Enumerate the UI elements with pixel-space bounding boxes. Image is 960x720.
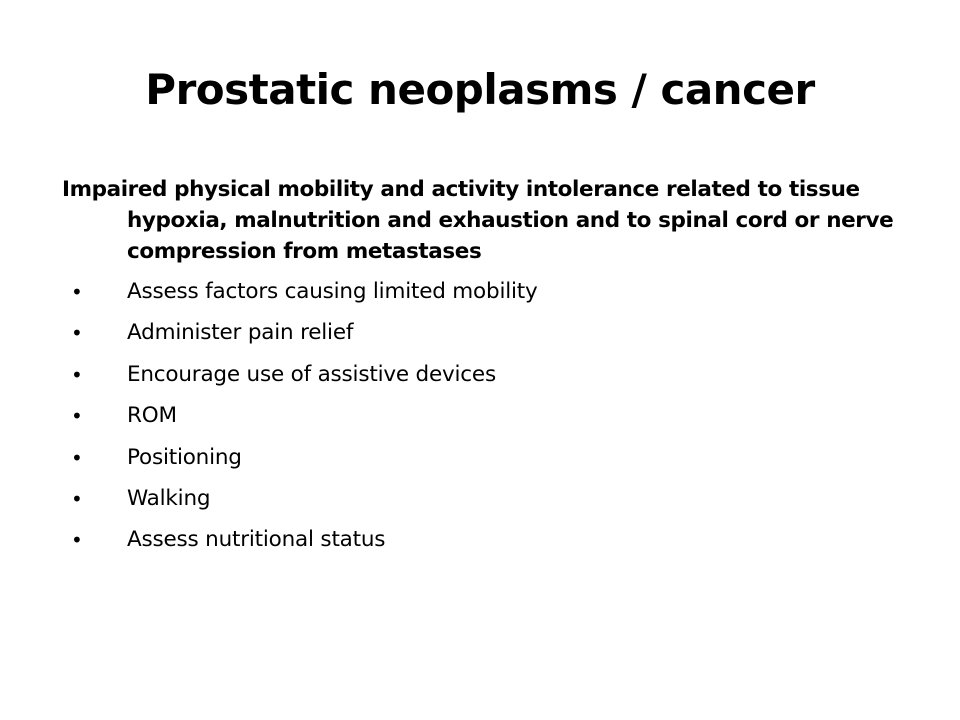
bullet-icon: •: [71, 486, 83, 511]
bullet-list: [62, 278, 902, 554]
list-item-text: Assess nutritional status: [127, 527, 386, 553]
lead-statement: Impaired physical mobility and activity intolerance related to tissue hypoxia, malnutrition and exhaustion and to spinal cord or nerve compression from metastases: [62, 177, 894, 264]
slide-title: Prostatic neoplasms / cancer: [145, 65, 815, 114]
list-item: [62, 319, 902, 347]
list-item-text: Administer pain relief: [127, 320, 354, 346]
list-item: [62, 278, 902, 306]
bullet-icon: •: [71, 321, 83, 346]
list-item-text: Walking: [127, 485, 211, 511]
list-item: [62, 402, 902, 430]
list-item-text: ROM: [127, 403, 177, 429]
bullet-icon: •: [71, 528, 83, 553]
list-item: [62, 444, 902, 472]
slide-body: [62, 174, 902, 568]
list-item: [62, 485, 902, 513]
list-item: [62, 526, 902, 554]
list-item-text: Encourage use of assistive devices: [127, 361, 496, 387]
bullet-icon: •: [71, 362, 83, 387]
bullet-icon: •: [71, 404, 83, 429]
bullet-icon: •: [71, 445, 83, 470]
list-item-text: Assess factors causing limited mobility: [127, 279, 538, 304]
list-item: [62, 361, 902, 389]
list-item-text: Positioning: [127, 444, 242, 470]
bullet-icon: •: [71, 280, 83, 304]
